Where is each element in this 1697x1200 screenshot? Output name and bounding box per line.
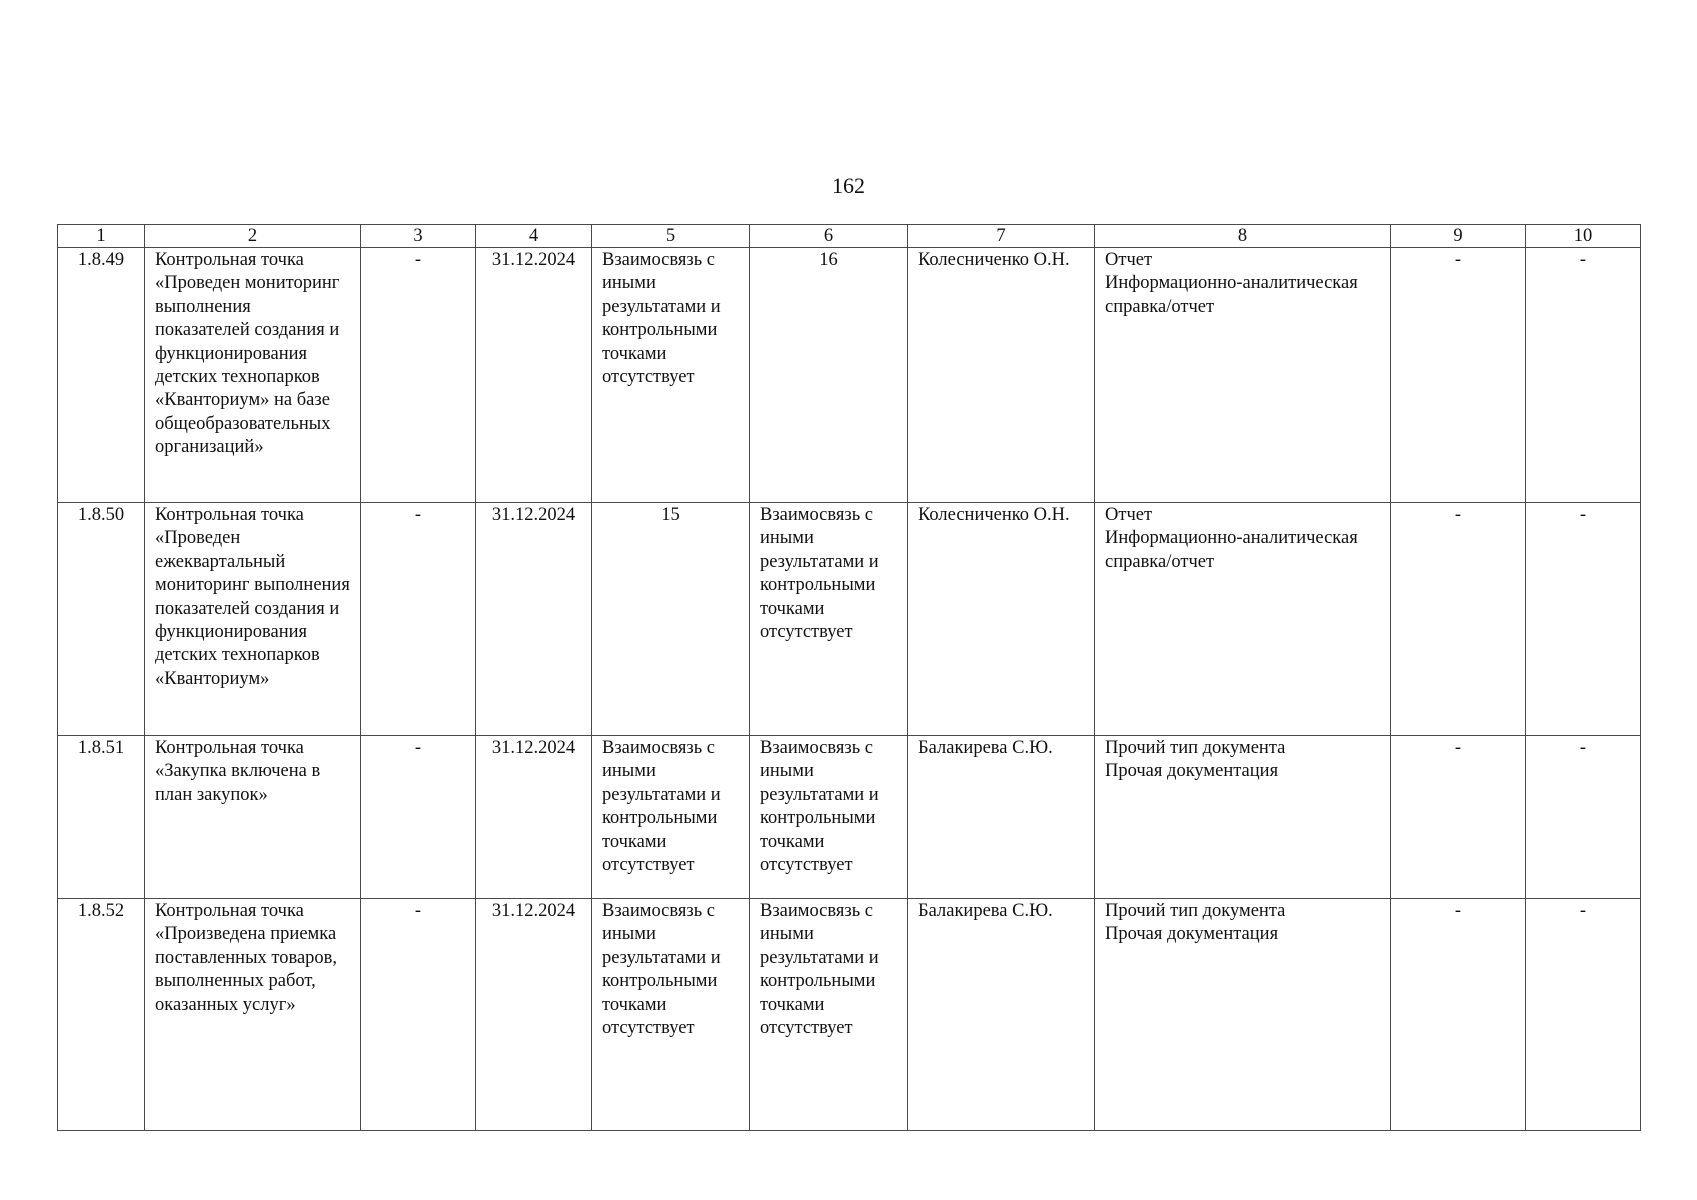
document-name: Информационно-аналитическая справка/отчет [1105, 528, 1358, 572]
cell-col3: - [361, 248, 476, 503]
cell-col10: - [1526, 736, 1641, 899]
column-header: 5 [592, 225, 750, 248]
cell-col6: 16 [750, 248, 908, 503]
header-row [58, 225, 1641, 248]
document-cell [1095, 248, 1391, 503]
responsible-person: Балакирева С.Ю. [908, 736, 1095, 899]
row-number: 1.8.50 [58, 503, 145, 736]
control-point-name: Контрольная точка «Закупка включена в план закупок» [145, 736, 361, 899]
column-header: 9 [1391, 225, 1526, 248]
cell-col6: Взаимосвязь с иными результатами и контрольными точками отсутствует [750, 899, 908, 1131]
cell-col5: Взаимосвязь с иными результатами и контрольными точками отсутствует [592, 736, 750, 899]
document-type: Прочий тип документа [1105, 901, 1286, 921]
responsible-person: Балакирева С.Ю. [908, 899, 1095, 1131]
control-points-table [57, 224, 1641, 1131]
control-point-name: Контрольная точка «Произведена приемка поставленных товаров, выполненных работ, оказанных услуг» [145, 899, 361, 1131]
document-type: Прочий тип документа [1105, 738, 1286, 758]
table-row [58, 899, 1641, 1131]
column-header: 6 [750, 225, 908, 248]
document-name: Информационно-аналитическая справка/отчет [1105, 273, 1358, 317]
document-name: Прочая документация [1105, 761, 1279, 782]
cell-col5: Взаимосвязь с иными результатами и контрольными точками отсутствует [592, 248, 750, 503]
due-date: 31.12.2024 [476, 736, 592, 899]
responsible-person: Колесниченко О.Н. [908, 248, 1095, 503]
cell-col9: - [1391, 899, 1526, 1131]
responsible-person: Колесниченко О.Н. [908, 503, 1095, 736]
cell-col6: Взаимосвязь с иными результатами и контрольными точками отсутствует [750, 736, 908, 899]
table-row [58, 736, 1641, 899]
document-type: Отчет [1105, 250, 1153, 270]
column-header: 2 [145, 225, 361, 248]
page-number: 162 [832, 173, 865, 198]
cell-col10: - [1526, 248, 1641, 503]
document-name: Прочая документация [1105, 924, 1279, 945]
document-type: Отчет [1105, 505, 1153, 525]
column-header: 3 [361, 225, 476, 248]
due-date: 31.12.2024 [476, 248, 592, 503]
cell-col3: - [361, 736, 476, 899]
column-header: 4 [476, 225, 592, 248]
cell-col3: - [361, 503, 476, 736]
document-cell [1095, 736, 1391, 899]
document-cell [1095, 899, 1391, 1131]
cell-col6: Взаимосвязь с иными результатами и контрольными точками отсутствует [750, 503, 908, 736]
row-number: 1.8.52 [58, 899, 145, 1131]
control-point-name: Контрольная точка «Проведен мониторинг выполнения показателей создания и функционирования детских технопарков «Кванториум» на базе общеобразовательных организаций» [145, 248, 361, 503]
cell-col5: Взаимосвязь с иными результатами и контрольными точками отсутствует [592, 899, 750, 1131]
due-date: 31.12.2024 [476, 503, 592, 736]
table-row [58, 503, 1641, 736]
row-number: 1.8.51 [58, 736, 145, 899]
cell-col10: - [1526, 899, 1641, 1131]
row-number: 1.8.49 [58, 248, 145, 503]
column-header: 8 [1095, 225, 1391, 248]
control-point-name: Контрольная точка «Проведен ежеквартальный мониторинг выполнения показателей создания и функционирования детских технопарков «Кванториум» [145, 503, 361, 736]
cell-col5: 15 [592, 503, 750, 736]
column-header: 1 [58, 225, 145, 248]
column-header: 10 [1526, 225, 1641, 248]
column-header: 7 [908, 225, 1095, 248]
cell-col3: - [361, 899, 476, 1131]
table-row [58, 248, 1641, 503]
cell-col9: - [1391, 503, 1526, 736]
cell-col9: - [1391, 736, 1526, 899]
document-cell [1095, 503, 1391, 736]
cell-col10: - [1526, 503, 1641, 736]
due-date: 31.12.2024 [476, 899, 592, 1131]
cell-col9: - [1391, 248, 1526, 503]
